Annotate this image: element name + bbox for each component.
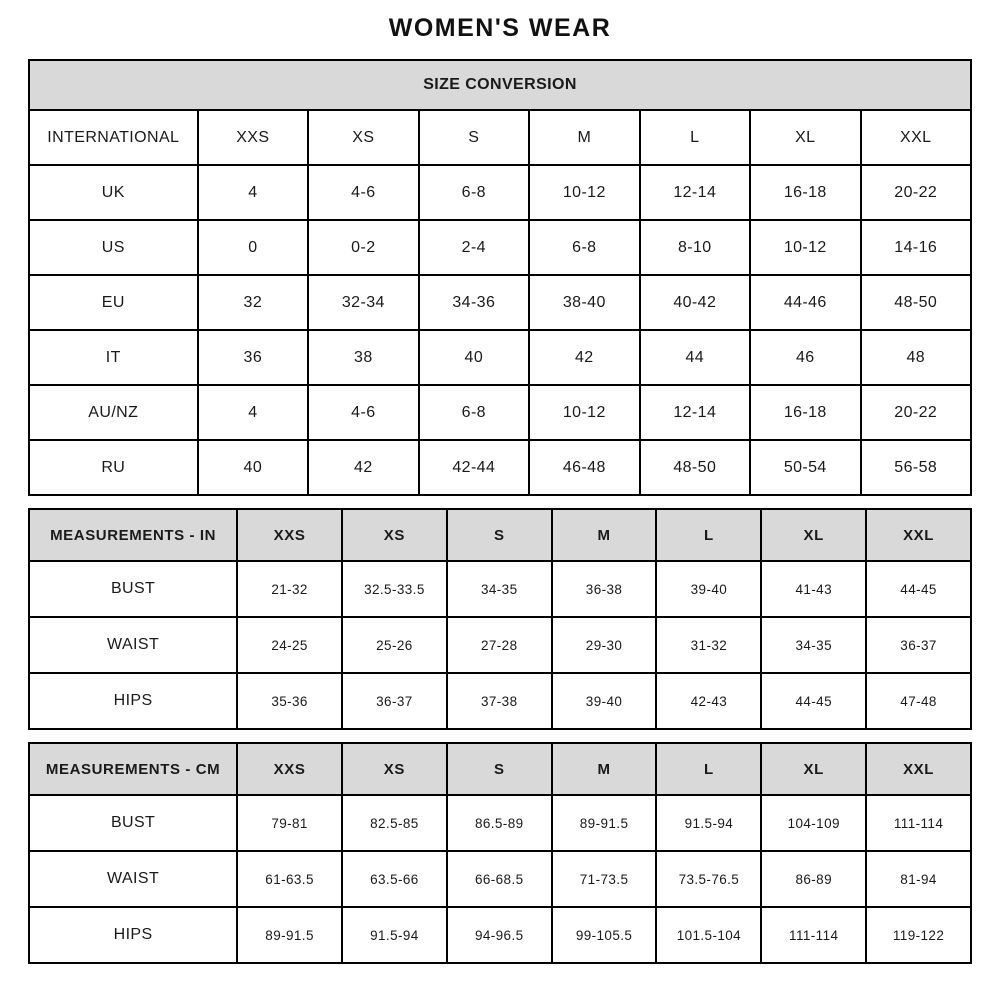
size-column-header: XS bbox=[342, 509, 447, 561]
value-cell: 36 bbox=[198, 330, 308, 385]
value-cell: 36-37 bbox=[866, 617, 971, 673]
value-cell: 38-40 bbox=[529, 275, 639, 330]
value-cell: 99-105.5 bbox=[552, 907, 657, 963]
size-column-header: M bbox=[552, 509, 657, 561]
value-cell: 4 bbox=[198, 385, 308, 440]
size-column-header: XXS bbox=[237, 509, 342, 561]
value-cell: 66-68.5 bbox=[447, 851, 552, 907]
size-column-header: XXL bbox=[866, 743, 971, 795]
value-cell: 91.5-94 bbox=[656, 795, 761, 851]
size-column-header: L bbox=[640, 110, 750, 165]
measurements-in-table bbox=[28, 508, 972, 730]
page-title: WOMEN'S WEAR bbox=[388, 14, 612, 42]
value-cell: 4 bbox=[198, 165, 308, 220]
size-column-header: XXS bbox=[198, 110, 308, 165]
value-cell: 32-34 bbox=[308, 275, 418, 330]
value-cell: 12-14 bbox=[640, 165, 750, 220]
row-label-column-header: INTERNATIONAL bbox=[29, 110, 198, 165]
value-cell: 63.5-66 bbox=[342, 851, 447, 907]
value-cell: 6-8 bbox=[529, 220, 639, 275]
value-cell: 40 bbox=[198, 440, 308, 495]
value-cell: 94-96.5 bbox=[447, 907, 552, 963]
column-header-row bbox=[29, 743, 971, 795]
row-label-cell: HIPS bbox=[29, 907, 237, 963]
value-cell: 46-48 bbox=[529, 440, 639, 495]
value-cell: 38 bbox=[308, 330, 418, 385]
row-label-cell: WAIST bbox=[29, 851, 237, 907]
value-cell: 4-6 bbox=[308, 165, 418, 220]
row-label-cell: HIPS bbox=[29, 673, 237, 729]
value-cell: 29-30 bbox=[552, 617, 657, 673]
value-cell: 39-40 bbox=[552, 673, 657, 729]
value-cell: 36-38 bbox=[552, 561, 657, 617]
size-column-header: XL bbox=[750, 110, 860, 165]
size-column-header: XL bbox=[761, 509, 866, 561]
value-cell: 34-35 bbox=[761, 617, 866, 673]
value-cell: 40 bbox=[419, 330, 529, 385]
value-cell: 37-38 bbox=[447, 673, 552, 729]
table-row bbox=[29, 561, 971, 617]
size-column-header: XXS bbox=[237, 743, 342, 795]
size-column-header: M bbox=[552, 743, 657, 795]
table-row bbox=[29, 220, 971, 275]
table-row bbox=[29, 795, 971, 851]
value-cell: 21-32 bbox=[237, 561, 342, 617]
value-cell: 79-81 bbox=[237, 795, 342, 851]
table-title-row bbox=[29, 60, 971, 110]
table-row bbox=[29, 851, 971, 907]
value-cell: 41-43 bbox=[761, 561, 866, 617]
value-cell: 36-37 bbox=[342, 673, 447, 729]
row-label-cell: AU/NZ bbox=[29, 385, 198, 440]
row-label-column-header: MEASUREMENTS - CM bbox=[29, 743, 237, 795]
value-cell: 50-54 bbox=[750, 440, 860, 495]
value-cell: 12-14 bbox=[640, 385, 750, 440]
row-label-cell: BUST bbox=[29, 795, 237, 851]
table-row bbox=[29, 165, 971, 220]
value-cell: 32 bbox=[198, 275, 308, 330]
value-cell: 73.5-76.5 bbox=[656, 851, 761, 907]
value-cell: 4-6 bbox=[308, 385, 418, 440]
value-cell: 89-91.5 bbox=[552, 795, 657, 851]
value-cell: 48-50 bbox=[861, 275, 971, 330]
value-cell: 71-73.5 bbox=[552, 851, 657, 907]
value-cell: 0-2 bbox=[308, 220, 418, 275]
value-cell: 8-10 bbox=[640, 220, 750, 275]
size-column-header: XS bbox=[342, 743, 447, 795]
value-cell: 27-28 bbox=[447, 617, 552, 673]
row-label-cell: EU bbox=[29, 275, 198, 330]
value-cell: 119-122 bbox=[866, 907, 971, 963]
value-cell: 39-40 bbox=[656, 561, 761, 617]
table-title: SIZE CONVERSION bbox=[29, 60, 971, 110]
value-cell: 32.5-33.5 bbox=[342, 561, 447, 617]
value-cell: 104-109 bbox=[761, 795, 866, 851]
value-cell: 25-26 bbox=[342, 617, 447, 673]
value-cell: 10-12 bbox=[529, 165, 639, 220]
value-cell: 101.5-104 bbox=[656, 907, 761, 963]
value-cell: 86-89 bbox=[761, 851, 866, 907]
value-cell: 10-12 bbox=[529, 385, 639, 440]
value-cell: 42-43 bbox=[656, 673, 761, 729]
value-cell: 111-114 bbox=[866, 795, 971, 851]
value-cell: 86.5-89 bbox=[447, 795, 552, 851]
value-cell: 42 bbox=[529, 330, 639, 385]
value-cell: 0 bbox=[198, 220, 308, 275]
value-cell: 20-22 bbox=[861, 165, 971, 220]
value-cell: 20-22 bbox=[861, 385, 971, 440]
value-cell: 91.5-94 bbox=[342, 907, 447, 963]
value-cell: 34-36 bbox=[419, 275, 529, 330]
value-cell: 56-58 bbox=[861, 440, 971, 495]
column-header-row bbox=[29, 509, 971, 561]
value-cell: 10-12 bbox=[750, 220, 860, 275]
size-conversion-table bbox=[28, 59, 972, 496]
table-row bbox=[29, 617, 971, 673]
value-cell: 24-25 bbox=[237, 617, 342, 673]
table-row bbox=[29, 275, 971, 330]
row-label-cell: US bbox=[29, 220, 198, 275]
value-cell: 47-48 bbox=[866, 673, 971, 729]
table-row bbox=[29, 440, 971, 495]
row-label-cell: BUST bbox=[29, 561, 237, 617]
row-label-cell: WAIST bbox=[29, 617, 237, 673]
value-cell: 82.5-85 bbox=[342, 795, 447, 851]
value-cell: 61-63.5 bbox=[237, 851, 342, 907]
table-row bbox=[29, 330, 971, 385]
row-label-column-header: MEASUREMENTS - IN bbox=[29, 509, 237, 561]
size-column-header: XXL bbox=[866, 509, 971, 561]
size-column-header: M bbox=[529, 110, 639, 165]
size-column-header: L bbox=[656, 743, 761, 795]
value-cell: 42 bbox=[308, 440, 418, 495]
value-cell: 89-91.5 bbox=[237, 907, 342, 963]
size-column-header: XL bbox=[761, 743, 866, 795]
size-column-header: L bbox=[656, 509, 761, 561]
value-cell: 48-50 bbox=[640, 440, 750, 495]
value-cell: 81-94 bbox=[866, 851, 971, 907]
value-cell: 31-32 bbox=[656, 617, 761, 673]
value-cell: 44-45 bbox=[761, 673, 866, 729]
table-row bbox=[29, 907, 971, 963]
value-cell: 34-35 bbox=[447, 561, 552, 617]
size-column-header: S bbox=[447, 509, 552, 561]
value-cell: 44 bbox=[640, 330, 750, 385]
table-row bbox=[29, 673, 971, 729]
size-column-header: S bbox=[447, 743, 552, 795]
value-cell: 6-8 bbox=[419, 165, 529, 220]
value-cell: 16-18 bbox=[750, 385, 860, 440]
row-label-cell: UK bbox=[29, 165, 198, 220]
value-cell: 40-42 bbox=[640, 275, 750, 330]
value-cell: 48 bbox=[861, 330, 971, 385]
column-header-row bbox=[29, 110, 971, 165]
value-cell: 111-114 bbox=[761, 907, 866, 963]
measurements-cm-table bbox=[28, 742, 972, 964]
value-cell: 14-16 bbox=[861, 220, 971, 275]
value-cell: 35-36 bbox=[237, 673, 342, 729]
value-cell: 16-18 bbox=[750, 165, 860, 220]
value-cell: 44-45 bbox=[866, 561, 971, 617]
size-column-header: XXL bbox=[861, 110, 971, 165]
value-cell: 6-8 bbox=[419, 385, 529, 440]
row-label-cell: RU bbox=[29, 440, 198, 495]
value-cell: 44-46 bbox=[750, 275, 860, 330]
value-cell: 2-4 bbox=[419, 220, 529, 275]
value-cell: 46 bbox=[750, 330, 860, 385]
table-row bbox=[29, 385, 971, 440]
size-column-header: XS bbox=[308, 110, 418, 165]
row-label-cell: IT bbox=[29, 330, 198, 385]
value-cell: 42-44 bbox=[419, 440, 529, 495]
size-column-header: S bbox=[419, 110, 529, 165]
